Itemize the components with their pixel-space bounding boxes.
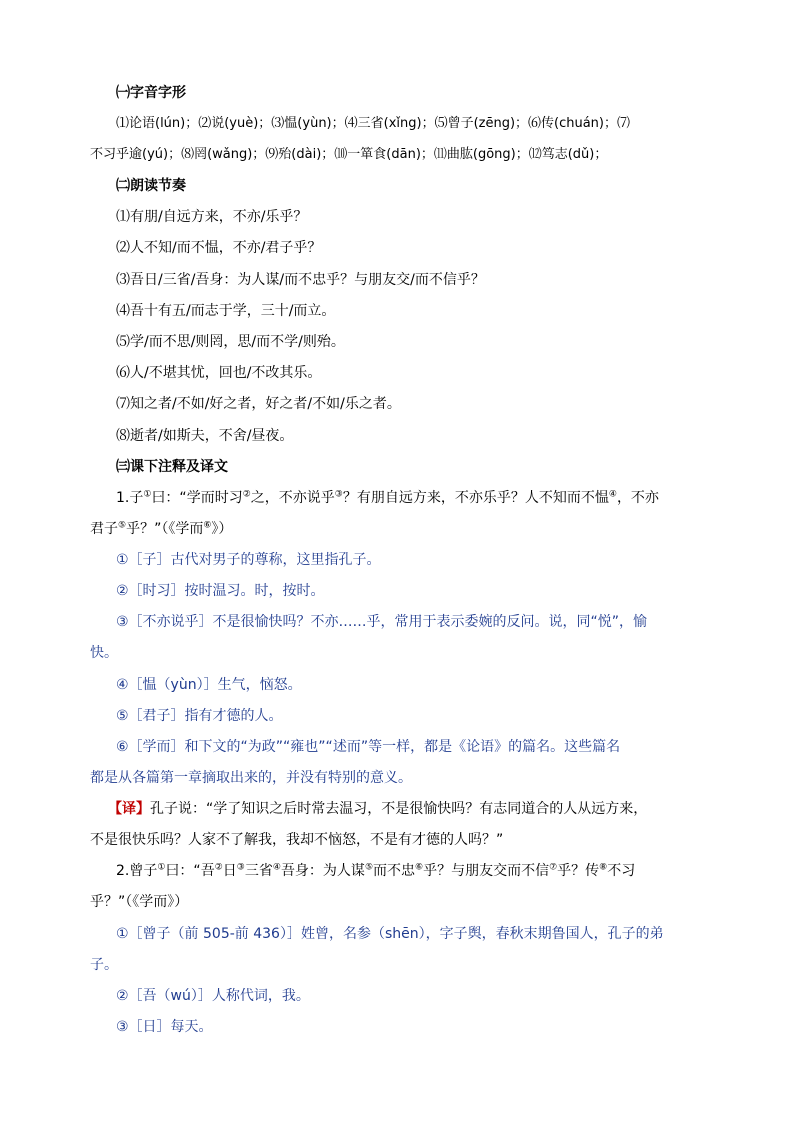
text-segment: 曰：“学而时习: [151, 490, 243, 506]
footnote-marker: ⑦: [549, 862, 558, 873]
passage-1-line-1: [116, 488, 659, 508]
footnote-marker: ⑥: [415, 862, 424, 873]
footnote-marker: ③: [334, 489, 343, 500]
pronunciation-line-1: ⑴论语(lún)；⑵说(yuè)；⑶愠(yùn)；⑷三省(xǐng)；⑸曾子(zēng)；⑹传(chuán)；⑺: [116, 116, 630, 131]
footnote-marker: ①: [157, 862, 166, 873]
footnote-marker: ②: [242, 489, 251, 500]
text-segment: 不习: [607, 863, 636, 879]
rhythm-item: ⑶吾日/三省/吾身：为人谋/而不忠乎？与朋友交/而不信乎？: [116, 272, 485, 288]
text-segment: 君子: [90, 521, 118, 537]
annotation: ④［愠（yùn）］生气，恼怒。: [116, 677, 302, 693]
annotation: ③［日］每天。: [116, 1019, 213, 1035]
rhythm-item: ⑻逝者/如斯夫，不舍/昼夜。: [116, 428, 294, 444]
footnote-marker: ④: [608, 489, 617, 500]
footnote-marker: ⑤: [364, 862, 374, 873]
text-segment: 三省: [244, 863, 273, 879]
annotation: 子。: [90, 957, 118, 973]
footnote-marker: ③: [236, 862, 245, 873]
annotation: 都是从各篇第一章摘取出来的，并没有特别的意义。: [90, 770, 412, 786]
text-segment: 乎？”（《学而: [126, 521, 204, 537]
footnote-marker: ⑧: [599, 862, 608, 873]
text-segment: 日: [222, 863, 237, 879]
annotation: 快。: [90, 645, 118, 661]
section-heading-notes-translation: ㈢课下注释及译文: [116, 459, 228, 475]
section-heading-pronunciation: ㈠字音字形: [116, 85, 186, 101]
text-segment: 乎？与朋友交而不信: [423, 863, 550, 879]
annotation: ②［时习］按时温习。时，按时。: [116, 583, 325, 599]
text-segment: 1.子: [116, 490, 144, 506]
translation-text: 孔子说：“学了知识之后时常去温习，不是很愉快吗？有志同道合的人从远方来，: [150, 801, 648, 817]
text-segment: ？有朋自远方来，不亦乐乎？人不知而不愠: [342, 490, 609, 506]
footnote-marker: ⑥: [203, 520, 212, 531]
passage-1-line-2: [90, 519, 232, 539]
annotation: ①［子］古代对男子的尊称，这里指孔子。: [116, 552, 381, 568]
text-segment: 曰：“吾: [165, 863, 215, 879]
footnote-marker: ⑤: [118, 520, 127, 531]
text-segment: 2.曾子: [116, 863, 158, 879]
footnote-marker: ④: [272, 862, 281, 873]
footnote-marker: ②: [214, 862, 223, 873]
rhythm-item: ⑸学/而不思/则罔，思/而不学/则殆。: [116, 334, 345, 350]
text-segment: ，不亦: [616, 490, 659, 506]
annotation: ⑥［学而］和下文的“为政”“雍也”“述而”等一样，都是《论语》的篇名。这些篇名: [116, 739, 621, 755]
passage-2-line-2: 乎？”（《学而》）: [90, 894, 189, 910]
annotation: ⑤［君子］指有才德的人。: [116, 708, 283, 724]
annotation: ③［不亦说乎］不是很愉快吗？不亦……乎，常用于表示委婉的反问。说，同“悦”，愉: [116, 614, 648, 630]
rhythm-item: ⑹人/不堪其忧，回也/不改其乐。: [116, 365, 322, 381]
section-heading-reading-rhythm: ㈡朗读节奏: [116, 178, 186, 194]
rhythm-item: ⑺知之者/不如/好之者，好之者/不如/乐之者。: [116, 396, 401, 412]
text-segment: 而不忠: [373, 863, 416, 879]
translation-label: 【译】: [108, 801, 150, 817]
rhythm-item: ⑴有朋/自远方来，不亦/乐乎？: [116, 209, 308, 225]
rhythm-item: ⑵人不知/而不愠，不亦/君子乎？: [116, 240, 322, 256]
footnote-marker: ①: [143, 489, 152, 500]
text-segment: 》）: [211, 521, 233, 537]
text-segment: 吾身：为人谋: [280, 863, 365, 879]
annotation: ②［吾（wú）］人称代词，我。: [116, 988, 310, 1004]
pronunciation-line-2: 不习乎逾(yú)；⑻罔(wǎng)；⑼殆(dài)；⑽一箪食(dān)；⑾曲肱(gōng)；⑿笃志(dǔ)；: [90, 147, 608, 162]
text-segment: 之，不亦说乎: [250, 490, 335, 506]
text-segment: 乎？传: [557, 863, 600, 879]
translation-line-2: 不是很快乐吗？人家不了解我，我却不恼怒，不是有才德的人吗？”: [90, 832, 504, 848]
passage-2-line-1: [116, 861, 635, 881]
rhythm-item: ⑷吾十有五/而志于学，三十/而立。: [116, 303, 336, 319]
annotation: ①［曾子（前 505-前 436）］姓曾，名参（shēn），字子舆，春秋末期鲁国人，孔子的弟: [116, 926, 664, 942]
translation-line-1: [108, 799, 647, 819]
